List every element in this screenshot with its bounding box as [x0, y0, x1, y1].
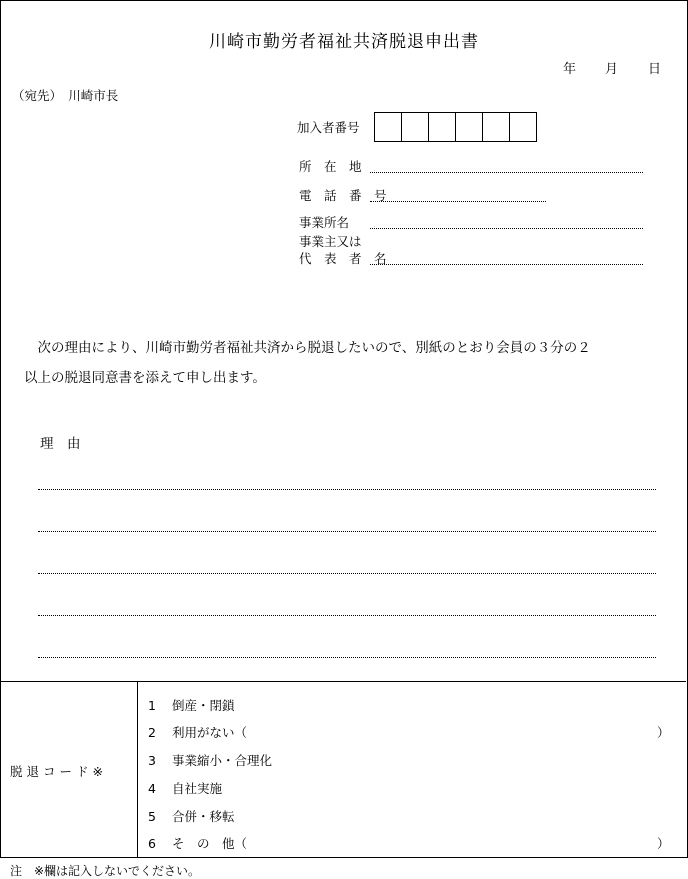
reason-line-5[interactable] — [38, 657, 656, 658]
body-text-line2: 以上の脱退同意書を添えて申し出ます。 — [24, 370, 266, 386]
code-item-2[interactable] — [148, 723, 247, 741]
code-item-number: 2 — [148, 725, 156, 740]
date-day-label: 日 — [648, 62, 662, 77]
member-number-label: 加入者番号 — [297, 120, 360, 135]
code-item-5[interactable] — [148, 807, 235, 825]
member-number-digit[interactable] — [456, 113, 483, 141]
member-number-digit[interactable] — [402, 113, 429, 141]
member-number-digit[interactable] — [429, 113, 456, 141]
date-year-label: 年 — [563, 62, 577, 77]
code-item-text: 利用がない（ — [172, 725, 248, 740]
withdrawal-code-section — [0, 681, 686, 857]
code-item-6[interactable] — [148, 834, 247, 852]
reason-line-2[interactable] — [38, 531, 656, 532]
code-item-text: 倒産・閉鎖 — [172, 698, 235, 713]
code-item-1[interactable] — [148, 696, 235, 714]
member-number-digit[interactable] — [483, 113, 510, 141]
code-item-number: 6 — [148, 836, 156, 851]
withdrawal-code-label: 脱退コード※ — [10, 764, 107, 779]
member-number-boxes[interactable] — [374, 112, 537, 142]
code-item-text: 事業縮小・合理化 — [172, 753, 273, 768]
footnote: 注 ※欄は記入しないでください。 — [10, 864, 201, 878]
office-name-label: 事業所名 — [299, 215, 350, 230]
address-label: 所 在 地 — [299, 159, 362, 174]
code-item-number: 3 — [148, 753, 156, 768]
addressee: （宛先） 川崎市長 — [12, 88, 119, 103]
owner-label-line1: 事業主又は — [299, 234, 362, 249]
reason-label: 理 由 — [40, 436, 81, 452]
reason-line-4[interactable] — [38, 615, 656, 616]
code-item-number: 4 — [148, 781, 156, 796]
code-item-4[interactable] — [148, 779, 222, 797]
owner-label-line2: 代 表 者 名 — [299, 251, 387, 266]
code-divider — [137, 682, 138, 857]
phone-field[interactable] — [370, 201, 546, 202]
code-item-number: 5 — [148, 809, 156, 824]
body-text-line1: 次の理由により、川崎市勤労者福祉共済から脱退したいので、別紙のとおり会員の３分の２ — [24, 340, 591, 356]
code-item-3[interactable] — [148, 751, 272, 769]
code-item-text: 合併・移転 — [172, 809, 235, 824]
form-title: 川崎市勤労者福祉共済脱退申出書 — [209, 32, 479, 52]
office-name-field[interactable] — [370, 228, 643, 229]
member-number-digit[interactable] — [510, 113, 536, 141]
code-item-text: 自社実施 — [172, 781, 223, 796]
code-item-text: そ の 他（ — [172, 836, 248, 851]
owner-name-field[interactable] — [370, 264, 643, 265]
code-item-2-close-paren: ） — [657, 725, 670, 740]
reason-line-1[interactable] — [38, 489, 656, 490]
date-month-label: 月 — [605, 62, 619, 77]
member-number-digit[interactable] — [375, 113, 402, 141]
code-item-number: 1 — [148, 698, 156, 713]
code-item-6-close-paren: ） — [657, 836, 670, 851]
address-field[interactable] — [370, 172, 643, 173]
reason-line-3[interactable] — [38, 573, 656, 574]
phone-label: 電 話 番 号 — [299, 188, 387, 203]
